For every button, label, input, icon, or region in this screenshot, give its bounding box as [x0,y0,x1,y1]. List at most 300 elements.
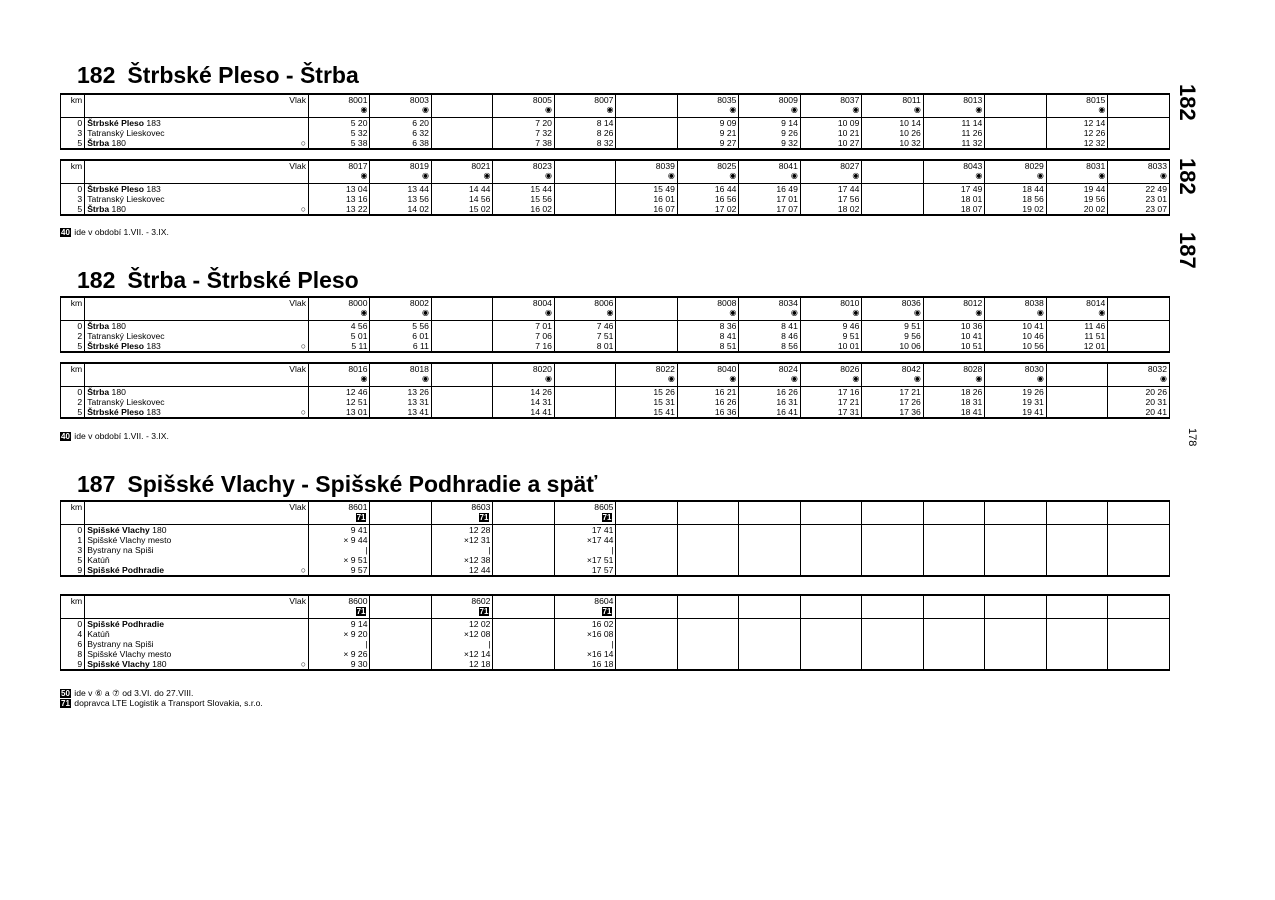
train-number [862,501,923,525]
train-number-text: 8026 [840,364,860,374]
time-cell [616,341,677,352]
time-cell [1108,649,1170,659]
time-cell: 9 46 [800,321,861,332]
time-cell: 7 20 [493,118,554,129]
time-cell: 23 07 [1108,204,1170,215]
train-number [800,94,861,118]
time-cell [431,321,492,332]
station-row [61,619,1170,630]
train-number [677,595,738,619]
station-name-cell [85,138,309,149]
time-cell [554,194,615,204]
train-number-text: 8000 [348,298,368,308]
time-cell [1108,629,1170,639]
time-cell: 18 02 [800,204,861,215]
station-name-cell [85,321,309,332]
train-type-icon: ◉ [852,374,860,383]
km-header: km [61,94,85,118]
train-number [493,501,554,525]
time-cell: 13 41 [370,407,431,418]
time-cell: 16 26 [677,397,738,407]
time-cell [862,659,923,670]
train-number-text: 8001 [348,95,368,105]
station-name: Tatranský Lieskovec [87,331,165,341]
train-number-text: 8025 [717,161,737,171]
table-ref: 180 [111,321,126,331]
time-cell: ×12 38 [431,555,492,565]
time-cell: 8 51 [677,341,738,352]
time-cell [431,397,492,407]
time-cell [616,629,677,639]
time-cell [677,545,738,555]
station-name-cell [85,639,309,649]
time-cell: 13 01 [309,407,370,418]
time-cell [616,555,677,565]
train-type-icon: ◉ [975,308,983,317]
timetable-187-block2 [60,594,1170,671]
time-cell [985,525,1046,536]
section-187-title: 187 Spišské Vlachy - Spišské Podhradie a späť [77,471,598,497]
time-cell: 19 26 [985,387,1046,398]
train-number [554,363,615,387]
time-cell: 7 06 [493,331,554,341]
train-number [309,501,370,525]
time-cell [616,565,677,576]
time-cell: 8 41 [739,321,800,332]
time-cell [923,535,984,545]
station-name-cell [85,629,309,639]
time-cell [493,545,554,555]
train-number-text: 8043 [963,161,983,171]
train-type-icon: ◉ [729,105,737,114]
train-number [431,363,492,387]
time-cell [739,629,800,639]
km-header: km [61,595,85,619]
station-name: Štrbské Pleso [87,184,145,194]
station-row [61,341,1170,352]
km-value: 6 [61,639,85,649]
time-cell: 16 49 [739,184,800,195]
time-cell: 12 26 [1046,128,1107,138]
time-cell: 12 44 [431,565,492,576]
time-cell: 5 56 [370,321,431,332]
station-name-cell [85,194,309,204]
time-cell: | [431,545,492,555]
time-cell [1046,407,1107,418]
train-number [800,595,861,619]
time-cell: 19 44 [1046,184,1107,195]
train-number [677,297,738,321]
time-cell: 17 07 [739,204,800,215]
train-type-icon: ◉ [1036,171,1044,180]
km-value: 0 [61,184,85,195]
time-cell: × 9 26 [309,649,370,659]
train-number-text: 8603 [471,502,491,512]
time-cell [677,555,738,565]
station-name: Bystrany na Spiši [87,545,154,555]
time-cell: 19 02 [985,204,1046,215]
carrier-badge: 71 [602,513,612,522]
time-cell [677,649,738,659]
vlak-header: Vlak [85,363,309,387]
time-cell: 13 22 [309,204,370,215]
time-cell [985,138,1046,149]
time-cell: 12 02 [431,619,492,630]
time-cell [370,525,431,536]
train-number [370,595,431,619]
train-type-icon: ◉ [360,308,368,317]
train-number-text: 8032 [1147,364,1167,374]
time-cell [800,525,861,536]
train-number [923,160,984,184]
train-number [923,501,984,525]
train-number [739,297,800,321]
time-cell [1046,525,1107,536]
km-value: 5 [61,204,85,215]
train-type-icon: ◉ [1160,171,1167,180]
train-number [370,363,431,387]
time-cell [985,118,1046,129]
train-type-icon: ◉ [729,308,737,317]
time-cell [370,629,431,639]
time-cell: 9 30 [309,659,370,670]
terminus-icon: ○ [300,138,306,148]
time-cell [493,535,554,545]
time-cell: 10 51 [923,341,984,352]
train-number [309,160,370,184]
train-number-text: 8008 [717,298,737,308]
train-number [370,501,431,525]
timetable-grid [60,362,1170,419]
table-ref: 183 [146,407,161,417]
train-type-icon: ◉ [1160,374,1167,383]
time-cell [493,659,554,670]
train-number [1108,94,1170,118]
time-cell: 14 56 [431,194,492,204]
timetable-grid [60,296,1170,353]
time-cell [862,545,923,555]
train-number [1108,363,1170,387]
station-name-cell [85,204,309,215]
time-cell [493,555,554,565]
train-number-text: 8039 [655,161,675,171]
train-type-icon: ◉ [975,105,983,114]
train-number [800,501,861,525]
train-number-text: 8604 [594,596,614,606]
side-label-187: 187 [1175,232,1200,269]
time-cell: 17 41 [554,525,615,536]
train-number-text: 8017 [348,161,368,171]
time-cell [493,565,554,576]
time-cell: 7 01 [493,321,554,332]
time-cell: | [431,639,492,649]
time-cell: 7 51 [554,331,615,341]
time-cell: × 9 51 [309,555,370,565]
time-cell [431,118,492,129]
time-cell: 15 41 [616,407,677,418]
time-cell: 8 26 [554,128,615,138]
train-number [923,363,984,387]
train-number [554,501,615,525]
train-number [616,363,677,387]
time-cell: 17 56 [800,194,861,204]
train-number [1046,363,1107,387]
train-number-text: 8033 [1147,161,1167,171]
terminus-icon: ○ [300,659,306,669]
time-cell: 13 16 [309,194,370,204]
time-cell [923,649,984,659]
time-cell [862,525,923,536]
train-number [1108,595,1170,619]
train-number [985,160,1046,184]
train-number [370,160,431,184]
timetable-grid [60,159,1170,216]
time-cell [800,649,861,659]
station-row [61,321,1170,332]
train-type-icon: ◉ [360,171,368,180]
time-cell [1046,545,1107,555]
train-type-icon: ◉ [852,308,860,317]
station-name: Spišské Vlachy mesto [87,649,172,659]
train-number-text: 8009 [778,95,798,105]
timetable-187-block1 [60,500,1170,577]
station-name: Katúň [87,555,110,565]
train-number [554,297,615,321]
time-cell [1046,535,1107,545]
time-cell: 12 46 [309,387,370,398]
station-row [61,629,1170,639]
km-value: 0 [61,619,85,630]
train-number [431,595,492,619]
train-number [309,297,370,321]
time-cell [923,619,984,630]
train-number-text: 8014 [1086,298,1106,308]
time-cell [370,619,431,630]
time-cell: 22 49 [1108,184,1170,195]
station-name: Bystrany na Spiši [87,639,154,649]
time-cell [493,629,554,639]
time-cell: ×16 14 [554,649,615,659]
time-cell [554,397,615,407]
time-cell [370,659,431,670]
side-label-182-1: 182 [1175,84,1200,121]
train-type-icon: ◉ [1098,105,1106,114]
time-cell: 10 21 [800,128,861,138]
time-cell [1108,321,1170,332]
time-cell: 16 31 [739,397,800,407]
time-cell: 16 21 [677,387,738,398]
train-number [616,94,677,118]
train-type-icon: ◉ [360,105,368,114]
time-cell: 15 31 [616,397,677,407]
time-cell [862,565,923,576]
train-number [739,363,800,387]
time-cell: ×12 31 [431,535,492,545]
time-cell: 17 57 [554,565,615,576]
station-row [61,194,1170,204]
time-cell [1108,118,1170,129]
train-number-text: 8040 [717,364,737,374]
section-182-title-1: 182 Štrbské Pleso - Štrba [77,62,359,88]
time-cell: 9 32 [739,138,800,149]
time-cell [1108,331,1170,341]
time-cell: 6 20 [370,118,431,129]
train-type-icon: ◉ [1098,171,1106,180]
time-cell [616,649,677,659]
time-cell: 18 44 [985,184,1046,195]
train-number-text: 8002 [409,298,429,308]
time-cell [862,535,923,545]
time-cell [554,407,615,418]
train-type-icon: ◉ [544,105,552,114]
time-cell: | [309,639,370,649]
km-header: km [61,160,85,184]
km-value: 3 [61,545,85,555]
km-value: 5 [61,407,85,418]
station-name: Spišské Vlachy mesto [87,535,172,545]
time-cell [862,555,923,565]
km-value: 3 [61,194,85,204]
time-cell: 11 51 [1046,331,1107,341]
train-type-icon: ◉ [421,308,429,317]
train-header-row [61,160,1170,184]
train-number [739,94,800,118]
time-cell [862,649,923,659]
train-type-icon: ◉ [913,374,921,383]
train-number [554,595,615,619]
time-cell: × 9 20 [309,629,370,639]
station-name-cell [85,545,309,555]
time-cell [800,545,861,555]
section2-note: 40 ide v období 1.VII. - 3.IX. [61,431,169,441]
time-cell: 18 41 [923,407,984,418]
time-cell: 19 41 [985,407,1046,418]
time-cell [616,128,677,138]
time-cell [862,619,923,630]
time-cell: 14 31 [493,397,554,407]
time-cell [862,629,923,639]
time-cell [923,545,984,555]
time-cell [800,555,861,565]
time-cell: 17 36 [862,407,923,418]
time-cell [739,535,800,545]
time-cell: 17 31 [800,407,861,418]
table-ref: 180 [111,138,126,148]
timetable-grid [60,93,1170,150]
train-number-text: 8004 [532,298,552,308]
km-value: 5 [61,555,85,565]
train-number [431,94,492,118]
time-cell [616,331,677,341]
time-cell: 5 01 [309,331,370,341]
km-header: km [61,297,85,321]
time-cell [862,204,923,215]
time-cell: 19 56 [1046,194,1107,204]
time-cell: 7 32 [493,128,554,138]
time-cell: 12 32 [1046,138,1107,149]
time-cell [739,525,800,536]
train-number [1046,297,1107,321]
time-cell: 17 21 [862,387,923,398]
table-ref: 180 [152,525,167,535]
vlak-header: Vlak [85,94,309,118]
station-name: Štrba [87,387,110,397]
train-number-text: 8015 [1086,95,1106,105]
time-cell [1046,619,1107,630]
train-number-text: 8007 [594,95,614,105]
train-number [985,94,1046,118]
train-number-text: 8016 [348,364,368,374]
time-cell: 13 44 [370,184,431,195]
time-cell [1108,341,1170,352]
station-name-cell [85,407,309,418]
side-label-182-2: 182 [1175,158,1200,195]
time-cell: 19 31 [985,397,1046,407]
station-name-cell [85,397,309,407]
station-name: Tatranský Lieskovec [87,194,165,204]
train-type-icon: ◉ [667,374,675,383]
time-cell [616,639,677,649]
time-cell: 10 32 [862,138,923,149]
time-cell: ×16 08 [554,629,615,639]
train-number-text: 8605 [594,502,614,512]
time-cell [739,639,800,649]
train-type-icon: ◉ [421,171,429,180]
station-row [61,565,1170,576]
train-header-row [61,363,1170,387]
station-name: Tatranský Lieskovec [87,397,165,407]
km-value: 1 [61,535,85,545]
train-number [923,595,984,619]
table-ref: 183 [146,118,161,128]
time-cell: 10 26 [862,128,923,138]
time-cell [493,619,554,630]
station-row [61,184,1170,195]
train-number [431,501,492,525]
time-cell: 9 51 [862,321,923,332]
station-name-cell [85,649,309,659]
time-cell: ×17 51 [554,555,615,565]
time-cell [1108,535,1170,545]
train-type-icon: ◉ [790,105,798,114]
train-type-icon: ◉ [913,308,921,317]
time-cell: 16 01 [616,194,677,204]
station-row [61,407,1170,418]
train-type-icon: ◉ [544,171,552,180]
time-cell [431,331,492,341]
section3-notes: 50 ide v ⑥ a ⑦ od 3.VI. do 27.VIII. 71 dopravca LTE Logistik a Transport Slovakia, s.r.o. [61,688,263,708]
train-number [493,363,554,387]
km-value: 4 [61,629,85,639]
train-number-text: 8005 [532,95,552,105]
train-type-icon: ◉ [852,171,860,180]
train-number [370,297,431,321]
train-number-text: 8034 [778,298,798,308]
time-cell [1046,629,1107,639]
train-number [985,595,1046,619]
time-cell: 16 41 [739,407,800,418]
train-number-text: 8003 [409,95,429,105]
train-number [1046,160,1107,184]
time-cell [1108,138,1170,149]
time-cell [739,565,800,576]
time-cell [923,555,984,565]
time-cell: 20 02 [1046,204,1107,215]
time-cell: 18 26 [923,387,984,398]
train-number [862,297,923,321]
train-number [493,595,554,619]
time-cell: 11 26 [923,128,984,138]
